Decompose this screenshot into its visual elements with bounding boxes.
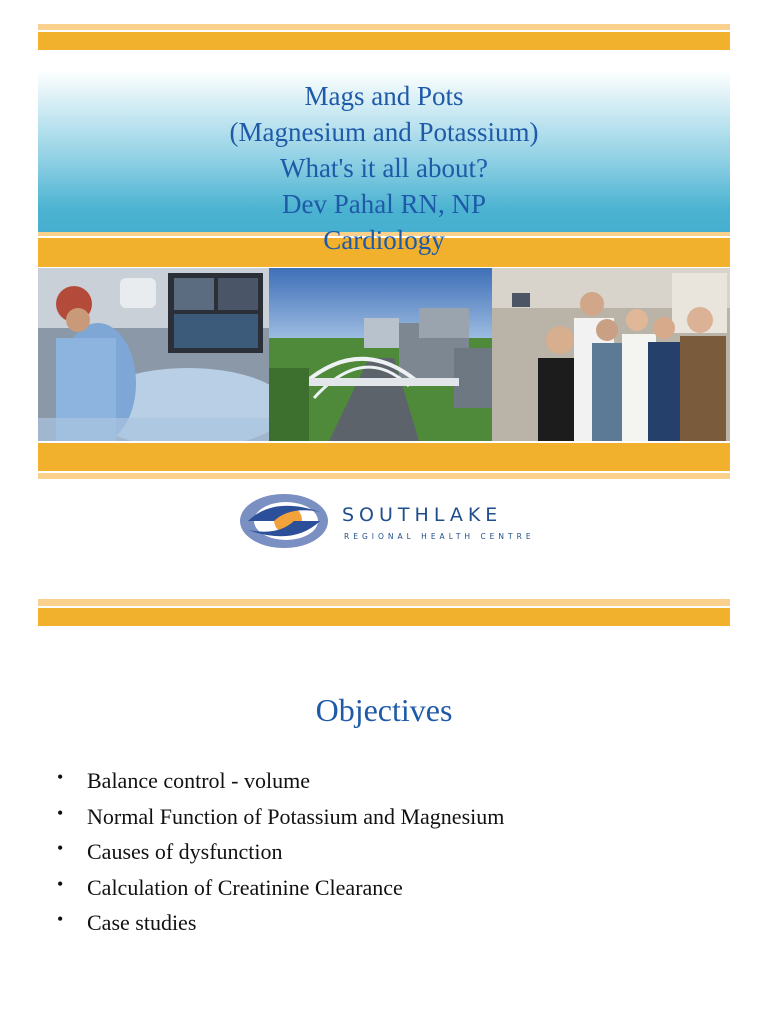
title-line: What's it all about?: [279, 153, 489, 183]
southlake-logo-mark: [234, 490, 334, 552]
list-item: • Normal Function of Potassium and Magnesium: [56, 804, 504, 840]
list-item: • Calculation of Creatinine Clearance: [56, 875, 504, 911]
list-item: • Case studies: [56, 910, 504, 946]
objectives-list: [56, 768, 504, 946]
logo-subtitle: REGIONAL HEALTH CENTRE: [344, 532, 535, 541]
staff-group-photo: [492, 268, 730, 441]
top-thin-stripe: [38, 24, 730, 30]
photo-bottom-thick-stripe: [38, 443, 730, 471]
logo-wordmark: SOUTHLAKE: [342, 504, 503, 526]
southlake-logo: [234, 490, 534, 552]
title-line: Cardiology: [323, 225, 445, 255]
title-line: Dev Pahal RN, NP: [282, 189, 486, 219]
hospital-building-photo: [269, 268, 492, 441]
cath-lab-procedure-photo: [38, 268, 269, 441]
top-thick-stripe: [38, 32, 730, 50]
title-line: (Magnesium and Potassium): [229, 117, 539, 147]
photo-strip: [38, 268, 730, 441]
title-line: Mags and Pots: [304, 81, 464, 111]
slide2-thick-stripe: [38, 608, 730, 626]
photo-bottom-thin-stripe: [38, 473, 730, 479]
slide-title: [38, 78, 730, 258]
slide2-thin-stripe: [38, 599, 730, 606]
list-item: • Causes of dysfunction: [56, 839, 504, 875]
list-item: • Balance control - volume: [56, 768, 504, 804]
objectives-heading: Objectives: [315, 692, 453, 728]
